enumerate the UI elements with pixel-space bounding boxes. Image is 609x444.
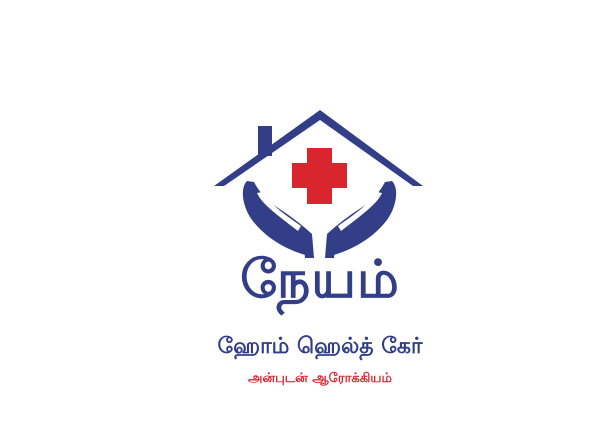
right-hand-icon [325,181,396,258]
left-hand-icon [243,181,314,258]
brand-name: நேயம் [240,250,400,310]
medical-cross-icon [292,148,347,204]
brand-tagline: அன்புடன் ஆரோக்கியம் [248,371,392,386]
brand-subtitle: ஹோம் ஹெல்த் கேர் [217,334,423,359]
